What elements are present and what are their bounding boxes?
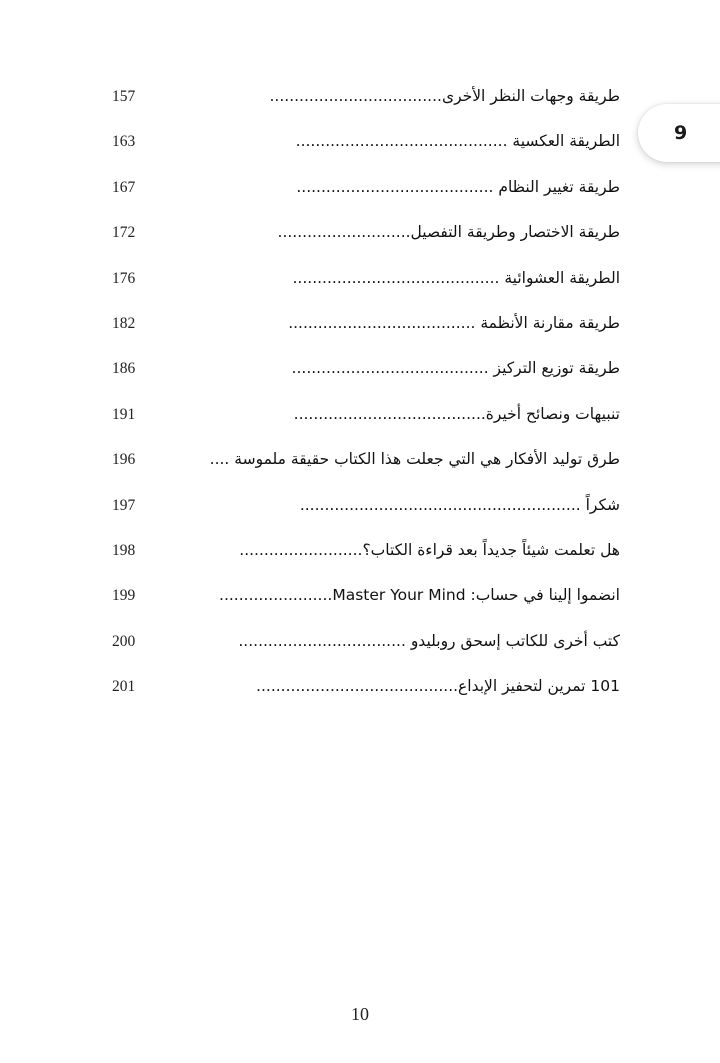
chapter-number: 9 bbox=[674, 122, 688, 144]
toc-entry-page: 157 bbox=[112, 88, 136, 105]
toc-entry-page: 172 bbox=[112, 224, 136, 242]
toc-entry-title: طريقة الاختصار وطريقة التفصيل........................... bbox=[277, 223, 620, 242]
toc-entry-title: 101 تمرين لتحفيز الإبداع......................................... bbox=[256, 677, 620, 696]
toc-entry-title: تنبيهات ونصائح أخيرة....................................... bbox=[293, 404, 620, 423]
toc-entry[interactable] bbox=[112, 573, 620, 618]
toc-entry-title: طريقة تغيير النظام ........................................ bbox=[296, 177, 620, 196]
toc-entry-title: كتب أخرى للكاتب إسحق روبليدو .................................. bbox=[238, 631, 620, 650]
toc-entry[interactable] bbox=[112, 210, 620, 255]
toc-entry-page: 176 bbox=[112, 269, 136, 287]
toc-entry-title: شكراً ......................................................... bbox=[299, 495, 620, 514]
toc-entry-title: الطريقة العشوائية .......................................... bbox=[292, 268, 620, 287]
toc-entry-title: طريقة مقارنة الأنظمة ...................................... bbox=[288, 313, 620, 332]
toc-entry-title: هل تعلمت شيئاً جديداً بعد قراءة الكتاب؟......................... bbox=[239, 540, 620, 559]
toc-entry-page: 186 bbox=[112, 360, 136, 378]
table-of-contents bbox=[112, 74, 620, 709]
toc-entry[interactable] bbox=[112, 256, 620, 301]
toc-entry-page: 182 bbox=[112, 314, 136, 332]
toc-entry[interactable] bbox=[112, 74, 620, 119]
toc-entry-page: 191 bbox=[112, 405, 136, 423]
chapter-tab[interactable] bbox=[638, 104, 720, 162]
toc-entry[interactable] bbox=[112, 392, 620, 437]
toc-entry-title: انضموا إلينا في حساب: Master Your Mind....................... bbox=[219, 586, 620, 605]
toc-entry[interactable] bbox=[112, 483, 620, 528]
toc-entry[interactable] bbox=[112, 437, 620, 482]
toc-entry-title: الطريقة العكسية ........................................... bbox=[295, 132, 620, 151]
toc-entry-title: طرق توليد الأفكار هي التي جعلت هذا الكتاب حقيقة ملموسة .... bbox=[209, 450, 620, 469]
toc-entry-page: 196 bbox=[112, 451, 136, 469]
toc-entry-title: طريقة توزيع التركيز ........................................ bbox=[291, 359, 620, 378]
toc-entry[interactable] bbox=[112, 346, 620, 391]
toc-entry-page: 167 bbox=[112, 178, 136, 196]
toc-entry-page: 199 bbox=[112, 587, 136, 605]
toc-entry[interactable] bbox=[112, 165, 620, 210]
toc-entry[interactable] bbox=[112, 619, 620, 664]
page-number: 10 bbox=[351, 1004, 369, 1024]
toc-entry[interactable] bbox=[112, 301, 620, 346]
toc-entry-page: 201 bbox=[112, 678, 136, 696]
toc-entry-page: 197 bbox=[112, 496, 136, 514]
toc-entry-page: 198 bbox=[112, 541, 136, 559]
toc-entry[interactable] bbox=[112, 119, 620, 164]
toc-entry-page: 163 bbox=[112, 133, 136, 151]
toc-entry-title: طريقة وجهات النظر الأخرى................................... bbox=[269, 87, 620, 105]
toc-entry[interactable] bbox=[112, 528, 620, 573]
toc-entry-page: 200 bbox=[112, 632, 136, 650]
toc-entry[interactable] bbox=[112, 664, 620, 709]
